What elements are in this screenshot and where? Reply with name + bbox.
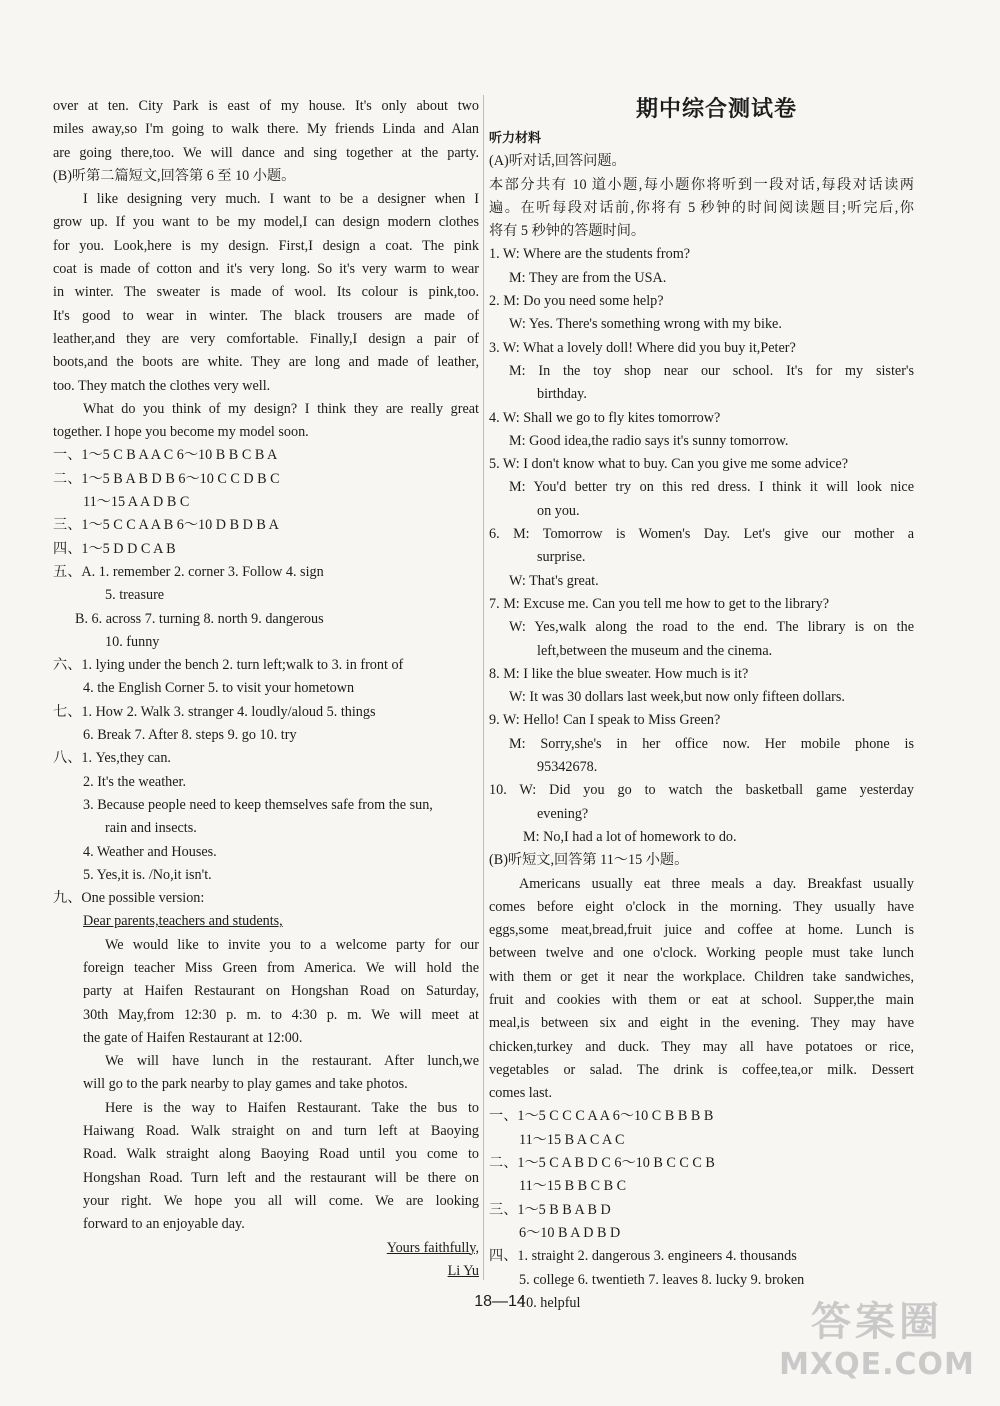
- letter-line: Hongshan Road. Turn left and the restaurant will be there on: [83, 1169, 479, 1186]
- page-title: 期中综合测试卷: [635, 97, 797, 122]
- letter-line: foreign teacher Miss Green from America. We will hold the: [83, 959, 479, 976]
- letter-line: will go to the park nearby to play games and take photos.: [83, 1076, 408, 1093]
- text-line: boots,and the boots are white. They are long and made of leather,: [53, 354, 479, 371]
- answer-line: 一、1～5 C C C A A 6～10 C B B B B: [489, 1108, 714, 1125]
- letter-closing-text: Yours faithfully,: [386, 1239, 479, 1256]
- letter-line: Haiwang Road. Walk straight on and turn left at Baoying: [83, 1123, 479, 1140]
- column-divider: [483, 95, 484, 1280]
- dialogue-line: surprise.: [537, 549, 586, 566]
- answer-line: 四、1～5 D D C A B: [53, 540, 176, 557]
- text-line: comes before eight o'clock in the morning. They usually have: [489, 898, 914, 915]
- page-number: 18—14: [474, 1293, 526, 1310]
- answer-line: 4. the English Corner 5. to visit your hometown: [83, 680, 355, 697]
- text-line: grow up. If you want to be my model,I can design modern clothes: [53, 214, 479, 231]
- answer-line: 10. funny: [105, 633, 160, 650]
- letter-line: your right. We hope you all will come. We are looking: [83, 1192, 479, 1209]
- letter-line: party at Haifen Restaurant on Hongshan Road on Saturday,: [83, 983, 479, 1000]
- text-line: miles away,so I'm going to walk there. My friends Linda and Alan: [53, 121, 479, 138]
- answer-line: 三、1～5 B B A B D: [489, 1201, 611, 1218]
- text-line: too. They match the clothes very well.: [53, 377, 271, 394]
- answer-line: 四、1. straight 2. dangerous 3. engineers 4. thousands: [489, 1248, 797, 1265]
- text-line: coat is made of cotton and it's very long. So it's very warm to wear: [53, 261, 479, 278]
- dialogue-line: on you.: [537, 502, 580, 519]
- answer-line: 6～10 B A D B D: [519, 1224, 621, 1241]
- dialogue-line: left,between the museum and the cinema.: [537, 642, 773, 659]
- letter-line: We will have lunch in the restaurant. After lunch,we: [105, 1053, 479, 1070]
- dialogue-line: M: Sorry,she's in her office now. Her mobile phone is: [509, 735, 914, 752]
- section-heading-b: (B)听短文,回答第 11～15 小题。: [489, 852, 689, 869]
- dialogue-line: 4. W: Shall we go to fly kites tomorrow?: [489, 409, 721, 426]
- answer-line: 5. Yes,it is. /No,it isn't.: [83, 866, 212, 883]
- watermark-url: MXQE.COM: [779, 1347, 975, 1382]
- answer-line: 3. Because people need to keep themselves safe from the sun,: [83, 796, 433, 813]
- answer-line: 10. helpful: [519, 1294, 581, 1311]
- letter-greeting: [53, 910, 479, 933]
- text-line: are going there,too. We will dance and sing together at the party.: [53, 144, 479, 161]
- answer-line: 二、1～5 C A B D C 6～10 B C C C B: [489, 1155, 715, 1172]
- answer-line: rain and insects.: [105, 820, 197, 837]
- left-column: [53, 95, 479, 1283]
- letter-line: 30th May,from 12:30 p. m. to 4:30 p. m. We will meet at: [83, 1006, 479, 1023]
- text-line: over at ten. City Park is east of my house. It's only about two: [53, 98, 479, 114]
- letter-signature: [53, 1260, 479, 1283]
- dialogue-line: W: That's great.: [509, 572, 599, 589]
- text-line: leather,and they are very comfortable. Finally,I design a pair of: [53, 330, 479, 347]
- text-line: with them or get it near the workplace. Children take sandwiches,: [489, 968, 914, 985]
- text-line: for you. Look,here is my design. First,I design a coat. The pink: [53, 237, 479, 254]
- watermark-logo: [772, 1296, 982, 1388]
- answer-line: 5. treasure: [105, 587, 165, 604]
- text-line: chicken,turkey and duck. They may all have potatoes or rice,: [489, 1038, 914, 1055]
- right-column: [489, 93, 914, 1315]
- answer-line: 11～15 A A D B C: [83, 494, 190, 511]
- letter-closing: [53, 1237, 479, 1260]
- letter-line: Road. Walk straight along Baoying Road until you come to: [83, 1146, 479, 1163]
- instruction-line: 将有 5 秒钟的答题时间。: [489, 223, 646, 240]
- dialogue-line: birthday.: [537, 386, 587, 403]
- dialogue-line: M: Good idea,the radio says it's sunny tomorrow.: [509, 432, 789, 449]
- text-line: fruit and cookies with them or eat at school. Supper,the main: [489, 991, 914, 1008]
- answer-line: 九、One possible version:: [53, 890, 205, 907]
- dialogue-line: 3. W: What a lovely doll! Where did you buy it,Peter?: [489, 339, 796, 356]
- letter-line: We would like to invite you to a welcome party for our: [105, 936, 479, 953]
- answer-line: 六、1. lying under the bench 2. turn left;walk to 3. in front of: [53, 657, 404, 674]
- answer-line: 4. Weather and Houses.: [83, 843, 217, 860]
- text-line: (A)听对话,回答问题。: [489, 153, 626, 170]
- dialogue-line: W: Yes. There's something wrong with my bike.: [509, 316, 782, 333]
- dialogue-line: 6. M: Tomorrow is Women's Day. Let's give our mother a: [489, 526, 914, 543]
- answer-line: 6. Break 7. After 8. steps 9. go 10. try: [83, 727, 297, 744]
- letter-line: forward to an enjoyable day.: [83, 1216, 245, 1233]
- dialogue-line: 10. W: Did you go to watch the basketball game yesterday: [489, 782, 914, 799]
- answer-line: 2. It's the weather.: [83, 773, 187, 790]
- answer-line: 三、1～5 C C A A B 6～10 D B D B A: [53, 517, 279, 534]
- section-heading-b: (B)听第二篇短文,回答第 6 至 10 小题。: [53, 167, 296, 184]
- dialogue-line: 8. M: I like the blue sweater. How much is it?: [489, 665, 749, 682]
- dialogue-line: M: No,I had a lot of homework to do.: [523, 828, 737, 845]
- dialogue-line: 2. M: Do you need some help?: [489, 293, 664, 310]
- answer-line: 七、1. How 2. Walk 3. stranger 4. loudly/aloud 5. things: [53, 703, 376, 720]
- text-line: comes last.: [489, 1085, 553, 1102]
- text-line: together. I hope you become my model soon.: [53, 424, 309, 441]
- answer-line: B. 6. across 7. turning 8. north 9. dangerous: [75, 610, 324, 627]
- text-line: What do you think of my design? I think they are really great: [83, 400, 479, 417]
- text-line: meal,is between six and eight in the evening. They may have: [489, 1015, 914, 1032]
- section-heading: 听力材料: [489, 131, 542, 146]
- dialogue-line: M: In the toy shop near our school. It's for my sister's: [509, 362, 914, 379]
- answer-line: 一、1～5 C B A A C 6～10 B B C B A: [53, 447, 278, 464]
- dialogue-line: M: You'd better try on this red dress. I think it will look nice: [509, 479, 914, 496]
- text-line: I like designing very much. I want to be a designer when I: [83, 191, 479, 208]
- answer-line: 八、1. Yes,they can.: [53, 750, 171, 767]
- answer-line: 5. college 6. twentieth 7. leaves 8. lucky 9. broken: [519, 1271, 805, 1288]
- dialogue-line: 7. M: Excuse me. Can you tell me how to get to the library?: [489, 595, 830, 612]
- text-line: It's good to wear in winter. The black trousers are made of: [53, 307, 479, 324]
- text-line: Americans usually eat three meals a day. Breakfast usually: [519, 875, 914, 892]
- text-line: eggs,some meat,bread,fruit juice and coffee at home. Lunch is: [489, 922, 914, 939]
- text-line: between twelve and one o'clock. Working people must take lunch: [489, 945, 914, 962]
- instruction-line: 本部分共有 10 道小题,每小题你将听到一段对话,每段对话读两: [489, 176, 914, 193]
- text-line: vegetables or salad. The drink is coffee,tea,or milk. Dessert: [489, 1061, 914, 1078]
- answer-line: 五、A. 1. remember 2. corner 3. Follow 4. sign: [53, 563, 324, 580]
- answer-line: 二、1～5 B A B D B 6～10 C C D B C: [53, 470, 280, 487]
- dialogue-line: evening?: [537, 805, 589, 822]
- instruction-line: 遍。在听每段对话前,你将有 5 秒钟的时间阅读题目;听完后,你: [489, 199, 914, 216]
- text-line: in winter. The sweater is made of wool. Its colour is pink,too.: [53, 284, 479, 301]
- dialogue-line: 9. W: Hello! Can I speak to Miss Green?: [489, 712, 721, 729]
- dialogue-line: W: It was 30 dollars last week,but now only fifteen dollars.: [509, 689, 845, 706]
- letter-signature-text: Li Yu: [447, 1262, 479, 1279]
- dialogue-line: 95342678.: [537, 759, 598, 776]
- answer-line: 11～15 B A C A C: [519, 1131, 625, 1148]
- dialogue-line: W: Yes,walk along the road to the end. The library is on the: [509, 619, 914, 636]
- dialogue-line: 1. W: Where are the students from?: [489, 246, 691, 263]
- dialogue-line: M: They are from the USA.: [509, 269, 667, 286]
- dialogue-line: 5. W: I don't know what to buy. Can you give me some advice?: [489, 456, 849, 473]
- watermark-logo-text: 答案圈: [811, 1299, 943, 1345]
- letter-line: the gate of Haifen Restaurant at 12:00.: [83, 1029, 303, 1046]
- letter-line: Here is the way to Haifen Restaurant. Take the bus to: [105, 1099, 479, 1116]
- letter-greeting-text: Dear parents,teachers and students,: [83, 913, 283, 930]
- answer-line: 11～15 B B C B C: [519, 1178, 627, 1195]
